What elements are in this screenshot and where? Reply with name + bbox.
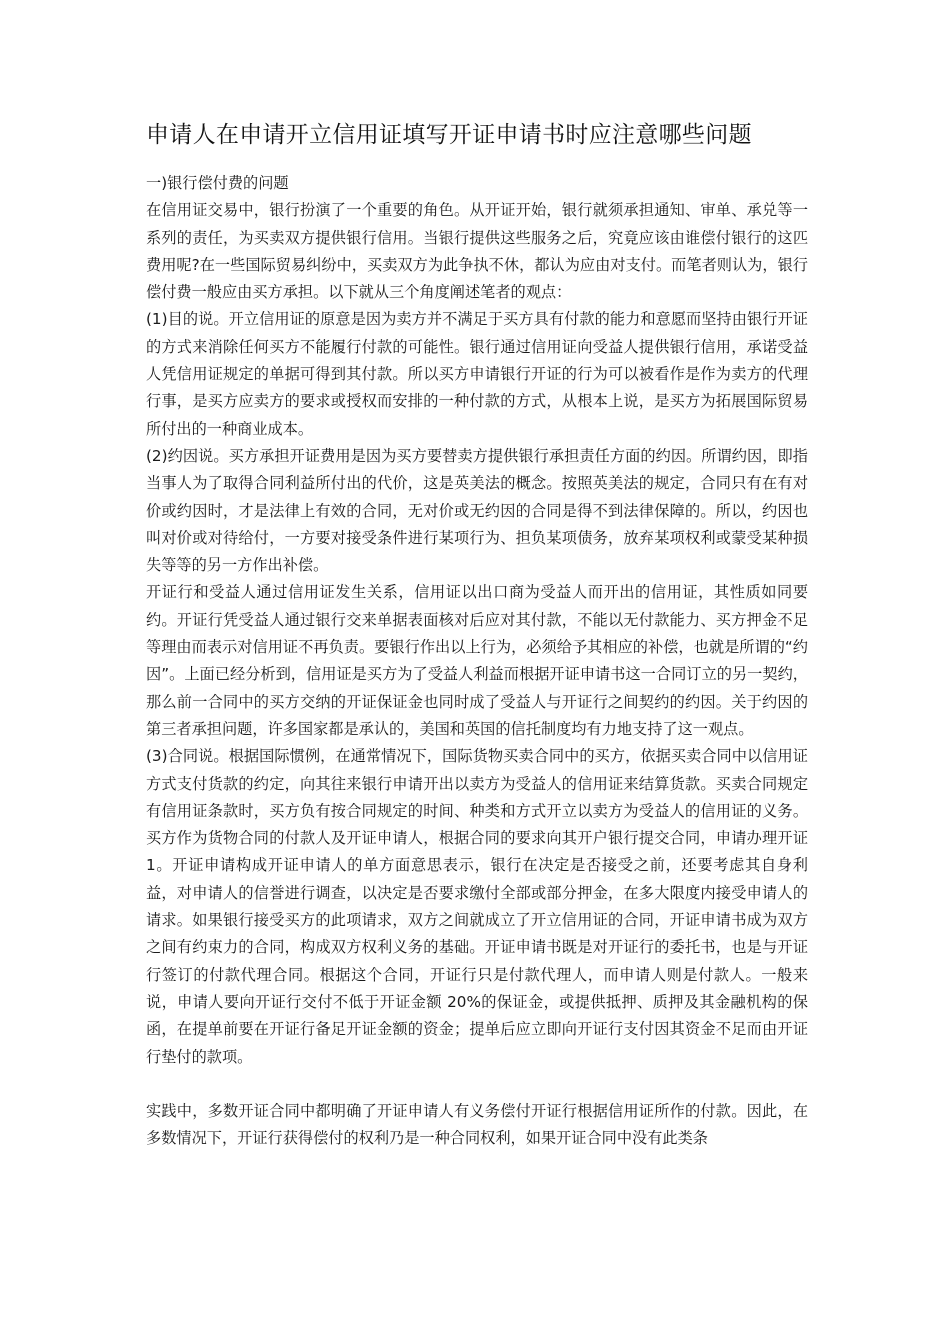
document-body	[146, 170, 808, 1152]
paragraph-consideration-theory: (2)约因说。买方承担开证费用是因为买方要替卖方提供银行承担责任方面的约因。所谓约因，即指当事人为了取得合同利益所付出的代价，这是英美法的概念。按照英美法的规定，合同只有在有对价或约因时，才是法律上有效的合同，无对价或无约因的合同是得不到法律保障的。所以，约因也叫对价或对待给付，一方要对接受条件进行某项行为、担负某项债务，放弃某项权利或蒙受某种损失等等的另一方作出补偿。	[146, 446, 808, 575]
paragraph-intro: 在信用证交易中，银行扮演了一个重要的角色。从开证开始，银行就须承担通知、审单、承兑等一系列的责任，为买卖双方提供银行信用。当银行提供这些服务之后，究竟应该由谁偿付银行的这匹费用呢?在一些国际贸易纠纷中，买卖双方为此争执不休，都认为应由对支付。而笔者则认为，银行偿付费一般应由买方承担。以下就从三个角度阐述笔者的观点：	[146, 201, 808, 302]
paragraph-practice: 实践中，多数开证合同中都明确了开证申请人有义务偿付开证行根据信用证所作的付款。因此，在多数情况下，开证行获得偿付的权利乃是一种合同权利，如果开证合同中没有此类条	[146, 1101, 808, 1148]
paragraph-issuing-bank-relationship: 开证行和受益人通过信用证发生关系，信用证以出口商为受益人而开出的信用证，其性质如同要约。开证行凭受益人通过银行交来单据表面核对后应对其付款，不能以无付款能力、买方押金不足等理由而表示对信用证不再负责。要银行作出以上行为，必须给予其相应的补偿，也就是所谓的“约因”。上面已经分析到，信用证是买方为了受益人利益而根据开证申请书这一合同订立的另一契约，那么前一合同中的买方交纳的开证保证金也同时成了受益人与开证行之间契约的约因。关于约因的第三者承担问题，许多国家都是承认的，美国和英国的信托制度均有力地支持了这一观点。	[146, 583, 808, 738]
paragraph-spacer	[146, 1071, 808, 1098]
paragraph-contract-theory: (3)合同说。根据国际惯例，在通常情况下，国际货物买卖合同中的买方，依据买卖合同中以信用证方式支付货款的约定，向其往来银行申请开出以卖方为受益人的信用证来结算货款。买卖合同规定有信用证条款时，买方负有按合同规定的时间、种类和方式开立以卖方为受益人的信用证的义务。买方作为货物合同的付款人及开证申请人，根据合同的要求向其开户银行提交合同，申请办理开证 1。开证申请构成开证申请人的单方面意思表示，银行在决定是否接受之前，还要考虑其自身利益，对申请人的信誉进行调查，以决定是否要求缴付全部或部分押金，在多大限度内接受申请人的请求。如果银行接受买方的此项请求，双方之间就成立了开立信用证的合同，开证申请书成为双方之间有约束力的合同，构成双方权利义务的基础。开证申请书既是对开证行的委托书，也是与开证行签订的付款代理合同。根据这个合同，开证行只是付款代理人，而申请人则是付款人。一般来说，申请人要向开证行交付不低于开证金额 20%的保证金，或提供抵押、质押及其金融机构的保函，在提单前要在开证行备足开证金额的资金；提单后应立即向开证行支付因其资金不足而由开证行垫付的款项。	[146, 747, 808, 1066]
document-title: 申请人在申请开立信用证填写开证申请书时应注意哪些问题	[146, 122, 752, 148]
paragraph-purpose-theory: (1)目的说。开立信用证的原意是因为卖方并不满足于买方具有付款的能力和意愿而坚持由银行开证的方式来消除任何买方不能履行付款的可能性。银行通过信用证向受益人提供银行信用，承诺受益人凭信用证规定的单据可得到其付款。所以买方申请银行开证的行为可以被看作是作为卖方的代理行事，是买方应卖方的要求或授权而安排的一种付款的方式，从根本上说，是买方为拓展国际贸易所付出的一种商业成本。	[146, 310, 808, 438]
section-heading: 一)银行偿付费的问题	[146, 174, 289, 192]
